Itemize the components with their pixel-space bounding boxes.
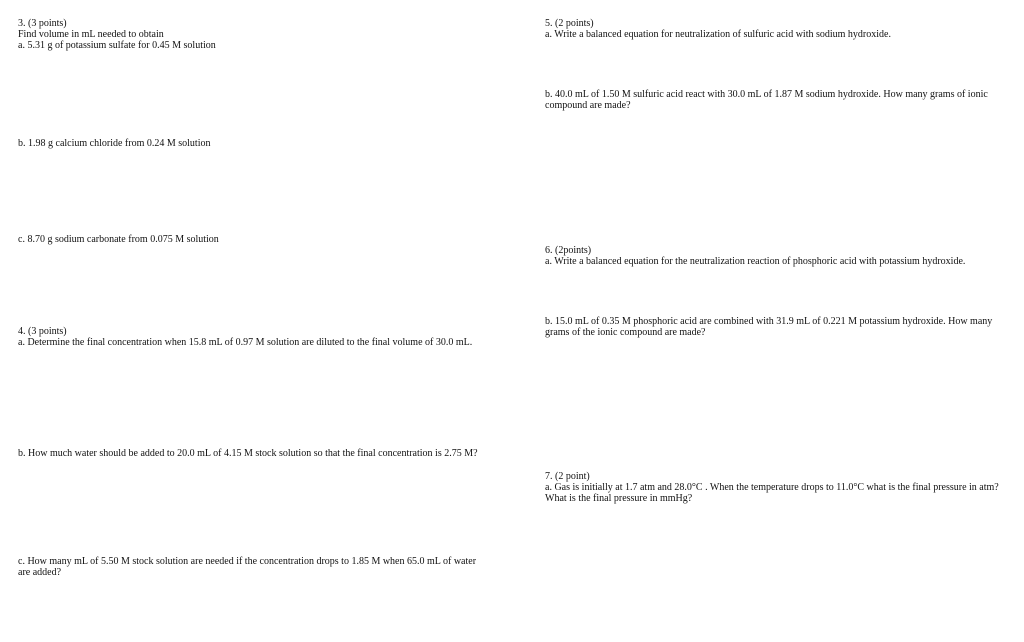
question-3-part-b-block <box>18 138 478 149</box>
question-7-part-a: a. Gas is initially at 1.7 atm and 28.0°C . When the temperature drops to 11.0°C what is the final pressure in atm? What is the final pressure in mmHg? <box>545 482 999 504</box>
question-3-part-c-block <box>18 234 478 245</box>
question-6-part-b: b. 15.0 mL of 0.35 M phosphoric acid are combined with 31.9 mL of 0.221 M potassium hydroxide. How many grams of the ionic compound are made? <box>545 316 993 338</box>
question-5-part-b: b. 40.0 mL of 1.50 M sulfuric acid react with 30.0 mL of 1.87 M sodium hydroxide. How many grams of ionic compound are made? <box>545 89 988 111</box>
question-5-heading: 5. (2 points) <box>545 18 594 29</box>
question-6-part-b-block <box>545 316 1015 338</box>
question-3-part-c: c. 8.70 g sodium carbonate from 0.075 M solution <box>18 234 219 245</box>
question-6 <box>545 245 1010 267</box>
question-4-part-b: b. How much water should be added to 20.0 mL of 4.15 M stock solution so that the final concentration is 2.75 M? <box>18 448 478 459</box>
question-3-part-b: b. 1.98 g calcium chloride from 0.24 M solution <box>18 138 211 149</box>
question-5 <box>545 18 1010 40</box>
question-3-heading: 3. (3 points) <box>18 18 67 29</box>
question-6-heading: 6. (2points) <box>545 245 592 256</box>
question-4-part-b-block <box>18 448 488 459</box>
question-7-heading: 7. (2 point) <box>545 471 590 482</box>
question-4-part-c: c. How many mL of 5.50 M stock solution are needed if the concentration drops to 1.85 M when 65.0 mL of water are added? <box>18 556 477 578</box>
question-3-instruction: Find volume in mL needed to obtain <box>18 29 164 40</box>
question-6-part-a: a. Write a balanced equation for the neutralization reaction of phosphoric acid with potassium hydroxide. <box>545 256 966 267</box>
question-7 <box>545 471 1010 504</box>
question-3-part-a: a. 5.31 g of potassium sulfate for 0.45 M solution <box>18 40 216 51</box>
question-4 <box>18 326 488 348</box>
question-4-part-c-block <box>18 556 488 578</box>
question-5-part-b-block <box>545 89 1010 111</box>
question-5-part-a: a. Write a balanced equation for neutralization of sulfuric acid with sodium hydroxide. <box>545 29 891 40</box>
question-3 <box>18 18 478 51</box>
question-4-part-a: a. Determine the final concentration when 15.8 mL of 0.97 M solution are diluted to the final volume of 30.0 mL. <box>18 337 473 348</box>
question-4-heading: 4. (3 points) <box>18 326 67 337</box>
